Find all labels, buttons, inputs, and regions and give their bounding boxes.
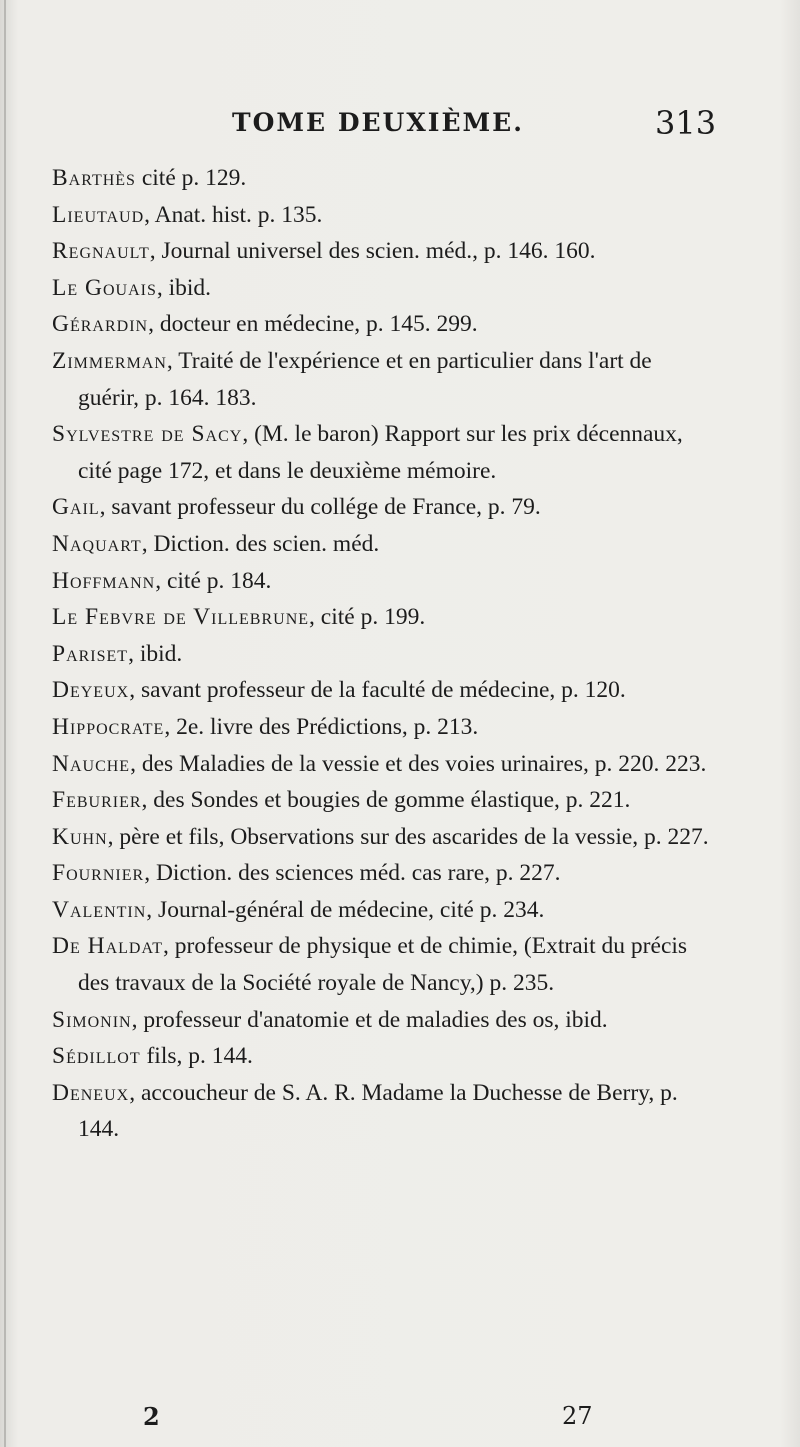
entry-text: cité p. 129.: [135, 165, 247, 191]
index-entry: [52, 526, 717, 563]
entry-text: , cité p. 184.: [155, 567, 272, 594]
entry-text: , 2e. livre des Prédictions, p. 213.: [164, 713, 479, 740]
entry-name: De Haldat: [52, 933, 164, 960]
entry-text: , cité p. 199.: [309, 604, 426, 631]
entry-text: , des Sondes et bougies de gomme élastique, p. 221.: [141, 787, 631, 814]
index-entry: [52, 709, 717, 746]
index-entry: [52, 672, 717, 709]
entry-name: Sédillot: [52, 1043, 141, 1070]
entry-text: , (M. le baron) Rapport sur les prix décennaux, cité page 172, et dans le deuxième mémoire.: [78, 421, 683, 484]
entry-name: Gérardin: [52, 311, 149, 338]
running-head: TOME DEUXIÈME.: [232, 108, 524, 137]
catchword: 27: [562, 1402, 593, 1430]
page-header: [0, 104, 800, 144]
index-entry: [52, 160, 717, 197]
index-entry: [52, 416, 717, 489]
entry-name: Gail: [52, 494, 100, 521]
index-entry: [52, 563, 717, 600]
index-entry: [52, 1038, 717, 1075]
entry-text: fils, p. 144.: [140, 1043, 253, 1070]
entry-name: Sylvestre de Sacy: [52, 421, 243, 448]
entry-text: , père et fils, Observations sur des ascarides de la vessie, p. 227.: [107, 823, 709, 850]
signature-mark: 2: [143, 1402, 160, 1431]
entry-name: Barthès: [52, 165, 136, 191]
entry-name: Deyeux: [52, 677, 130, 704]
index-entry: [52, 197, 717, 234]
entry-text: , accoucheur de S. A. R. Madame la Duchesse de Berry, p. 144.: [78, 1079, 678, 1143]
entry-name: Hippocrate: [52, 713, 165, 740]
entry-name: Zimmerman: [52, 347, 167, 374]
entry-name: Hoffmann: [52, 567, 156, 594]
entry-name: Valentin: [52, 896, 147, 923]
entry-name: Nauche: [52, 750, 131, 777]
index-entry: [52, 746, 717, 783]
entry-name: Regnault: [52, 238, 150, 265]
index-entry: [52, 270, 717, 307]
entry-text: , des Maladies de la vessie et des voies urinaires, p. 220. 223.: [130, 750, 707, 777]
index-entry: [52, 855, 717, 892]
entry-text: , Diction. des sciences méd. cas rare, p. 227.: [144, 860, 561, 887]
entry-text: , Journal-général de médecine, cité p. 234.: [146, 896, 545, 923]
index-entry: [52, 819, 717, 856]
entry-name: Simonin: [52, 1006, 132, 1033]
entry-name: Fournier: [52, 860, 145, 887]
entry-name: Le Gouais: [52, 274, 157, 301]
index-entry: [52, 892, 717, 929]
entry-name: Kuhn: [52, 823, 108, 850]
entry-name: Feburier: [52, 787, 142, 814]
index-entry: [52, 636, 717, 673]
entry-text: , Diction. des scien. méd.: [141, 530, 380, 557]
index-entry: [52, 343, 717, 416]
entry-text: , ibid.: [128, 640, 183, 667]
index-entry: [52, 928, 717, 1001]
entry-name: Le Febvre de Villebrune: [52, 604, 310, 631]
page-number: 313: [655, 104, 717, 142]
entry-text: , professeur d'anatomie et de maladies des os, ibid.: [131, 1006, 608, 1033]
entry-text: , ibid.: [156, 274, 212, 301]
entry-text: , professeur de physique et de chimie, (Extrait du précis des travaux de la Société royale de Nancy,) p. 235.: [78, 933, 688, 997]
entry-text: , savant professeur de la faculté de médecine, p. 120.: [129, 677, 626, 704]
index-entry: [52, 306, 717, 343]
name-index-list: [52, 160, 717, 1148]
entry-text: , Journal universel des scien. méd., p. 146. 160.: [149, 238, 596, 265]
index-entry: [52, 1075, 717, 1148]
entry-name: Naquart: [52, 530, 142, 557]
index-entry: [52, 1002, 717, 1039]
index-entry: [52, 233, 717, 270]
page-footer: [0, 1402, 800, 1442]
index-entry: [52, 489, 717, 526]
entry-name: Lieutaud: [52, 201, 145, 228]
index-entry: [52, 599, 717, 636]
entry-text: , savant professeur du collége de France, p. 79.: [99, 494, 541, 521]
index-entry: [52, 782, 717, 819]
entry-name: Pariset: [52, 640, 129, 667]
entry-text: , Traité de l'expérience et en particulier dans l'art de guérir, p. 164. 183.: [78, 347, 652, 411]
entry-text: , Anat. hist. p. 135.: [144, 201, 323, 228]
entry-text: , docteur en médecine, p. 145. 299.: [148, 311, 478, 338]
page-spine-edge: [4, 0, 6, 1447]
entry-name: Deneux: [52, 1079, 130, 1106]
